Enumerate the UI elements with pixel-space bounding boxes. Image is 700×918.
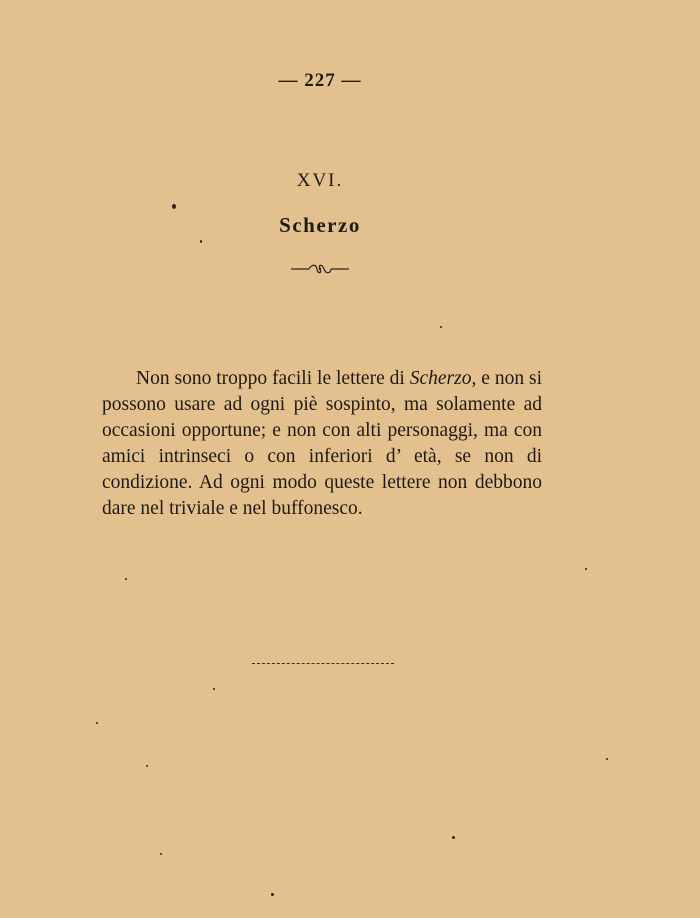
paper-speck: [440, 326, 442, 328]
paper-speck: [146, 765, 148, 767]
paper-speck: [125, 578, 127, 580]
page-number: — 227 —: [278, 70, 362, 91]
paragraph-text-rest: e non si possono usare ad ogni piè sospinto, ma solamente ad occasioni opportune; e non con alti personaggi, ma con amici intrinseci o con inferiori d’ età, se non di condizione. Ad ogni modo queste lettere non debbono dare nel triviale e nel buffonesco.: [102, 368, 542, 519]
paper-speck: [606, 758, 608, 760]
end-rule-divider: [252, 663, 394, 664]
paper-speck: [96, 722, 98, 724]
ornament-divider-icon: [289, 262, 351, 276]
paper-speck: [213, 688, 215, 690]
paper-speck: [452, 836, 455, 839]
chapter-number: XVI.: [296, 170, 344, 191]
body-paragraph: [102, 366, 542, 522]
paper-speck: [585, 568, 587, 570]
paper-speck: [200, 240, 202, 243]
paper-speck: [271, 893, 274, 896]
paper-speck: [172, 204, 176, 209]
chapter-title: Scherzo: [279, 213, 361, 237]
paragraph-text-start: Non sono troppo facili le lettere di: [136, 368, 410, 389]
paragraph-italic-word: Scherzo,: [409, 368, 477, 389]
paper-speck: [160, 853, 162, 855]
